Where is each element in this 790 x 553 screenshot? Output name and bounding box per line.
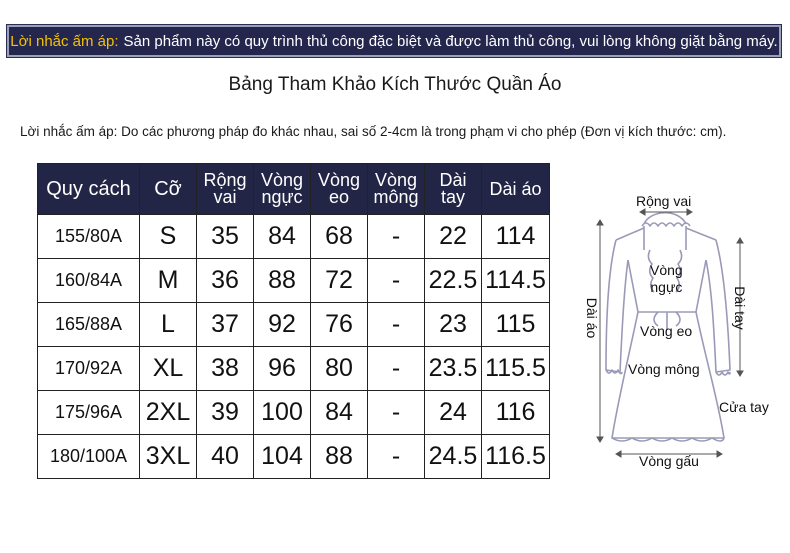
cell-hip: -	[368, 215, 425, 259]
header-shoulder-line2: vai	[213, 187, 237, 207]
cell-shoulder: 36	[197, 259, 254, 303]
header-spec: Quy cách	[38, 164, 140, 215]
label-shoulder: Rộng vai	[636, 193, 692, 209]
cell-shoulder: 35	[197, 215, 254, 259]
cell-shoulder: 39	[197, 391, 254, 435]
cell-size: 2XL	[140, 391, 197, 435]
notice-banner	[7, 25, 781, 57]
cell-length: 114.5	[482, 259, 550, 303]
header-hip-line1: Vòng	[374, 170, 418, 190]
cell-chest: 84	[254, 215, 311, 259]
cell-length: 114	[482, 215, 550, 259]
cell-chest: 96	[254, 347, 311, 391]
label-chest-line1: Vòng	[650, 262, 683, 278]
label-cuff: Cửa tay	[719, 399, 769, 415]
cell-waist: 84	[311, 391, 368, 435]
cell-length: 115.5	[482, 347, 550, 391]
label-chest-line2: ngực	[650, 279, 683, 295]
cell-sleeve: 22.5	[425, 259, 482, 303]
page-title: Bảng Tham Khảo Kích Thước Quần Áo	[228, 74, 562, 95]
table-row	[38, 303, 550, 347]
header-chest-line1: Vòng	[260, 170, 304, 190]
cell-length: 115	[482, 303, 550, 347]
cell-waist: 88	[311, 435, 368, 479]
header-chest	[254, 164, 311, 215]
cell-shoulder: 38	[197, 347, 254, 391]
cell-sleeve: 23	[425, 303, 482, 347]
header-shoulder	[197, 164, 254, 215]
cell-size: 3XL	[140, 435, 197, 479]
cell-size: M	[140, 259, 197, 303]
cell-sleeve: 23.5	[425, 347, 482, 391]
header-shoulder-line1: Rộng	[203, 170, 247, 190]
table-row	[38, 215, 550, 259]
header-length: Dài áo	[482, 164, 550, 215]
table-header-row	[38, 164, 550, 215]
cell-length: 116.5	[482, 435, 550, 479]
header-sleeve: Dài tay	[425, 164, 482, 215]
table-row	[38, 435, 550, 479]
cell-spec: 180/100A	[38, 435, 140, 479]
cell-size: S	[140, 215, 197, 259]
cell-waist: 68	[311, 215, 368, 259]
cell-size: L	[140, 303, 197, 347]
header-hip	[368, 164, 425, 215]
header-size: Cỡ	[140, 164, 197, 215]
notice-text: Sản phẩm này có quy trình thủ công đặc biệt và được làm thủ công, vui lòng không giặt bằng máy.	[123, 32, 778, 50]
label-sleeve: Dài tay	[732, 286, 748, 330]
cell-sleeve: 22	[425, 215, 482, 259]
label-chest	[650, 262, 683, 296]
table-row	[38, 391, 550, 435]
label-waist: Vòng eo	[640, 323, 693, 339]
cell-hip: -	[368, 391, 425, 435]
header-hip-line2: mông	[373, 187, 419, 207]
label-hip: Vòng mông	[628, 361, 700, 377]
notice-label: Lời nhắc ấm áp:	[10, 32, 119, 50]
cell-spec: 170/92A	[38, 347, 140, 391]
cell-spec: 175/96A	[38, 391, 140, 435]
header-waist	[311, 164, 368, 215]
table-row	[38, 347, 550, 391]
table-row	[38, 259, 550, 303]
label-hem: Vòng gấu	[639, 453, 699, 469]
header-chest-line2: ngực	[261, 187, 303, 207]
cell-sleeve: 24	[425, 391, 482, 435]
garment-diagram	[578, 180, 790, 480]
cell-chest: 100	[254, 391, 311, 435]
cell-spec: 160/84A	[38, 259, 140, 303]
cell-spec: 165/88A	[38, 303, 140, 347]
cell-hip: -	[368, 259, 425, 303]
measurement-note: Lời nhắc ấm áp: Do các phương pháp đo khác nhau, sai số 2-4cm là trong phạm vi cho phép (Đơn vị kích thước: cm).	[20, 124, 727, 139]
label-length: Dài áo	[584, 297, 600, 339]
cell-chest: 88	[254, 259, 311, 303]
cell-waist: 76	[311, 303, 368, 347]
cell-hip: -	[368, 303, 425, 347]
cell-waist: 80	[311, 347, 368, 391]
cell-size: XL	[140, 347, 197, 391]
cell-shoulder: 40	[197, 435, 254, 479]
cell-chest: 92	[254, 303, 311, 347]
cell-hip: -	[368, 435, 425, 479]
cell-sleeve: 24.5	[425, 435, 482, 479]
size-table	[37, 163, 550, 479]
cell-shoulder: 37	[197, 303, 254, 347]
cell-spec: 155/80A	[38, 215, 140, 259]
cell-hip: -	[368, 347, 425, 391]
cell-chest: 104	[254, 435, 311, 479]
cell-length: 116	[482, 391, 550, 435]
cell-waist: 72	[311, 259, 368, 303]
header-waist-line1: Vòng	[317, 170, 361, 190]
header-waist-line2: eo	[328, 187, 350, 207]
